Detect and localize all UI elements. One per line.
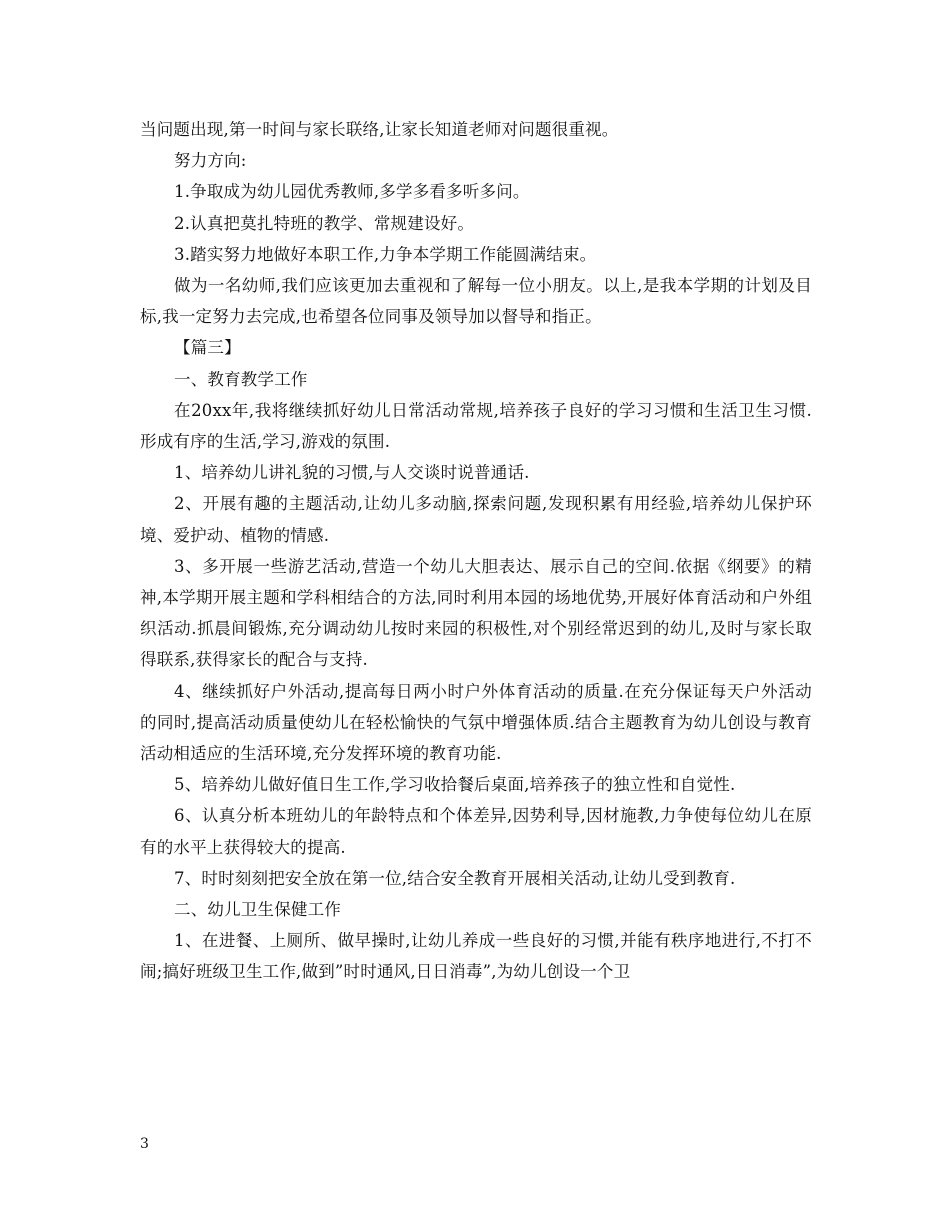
list-item: 1、培养幼儿讲礼貌的习惯,与人交谈时说普通话. [174,463,530,483]
list-item: 3.踏实努力地做好本职工作,力争本学期工作能圆满结束。 [174,244,597,264]
document-body [140,114,812,988]
section-heading: 二、幼儿卫生保健工作 [174,900,341,920]
paragraph: 努力方向: [174,151,247,171]
list-item: 1.争取成为幼儿园优秀教师,多学多看多听多问。 [174,182,530,202]
list-item: 4、继续抓好户外活动,提高每日两小时户外体育活动的质量.在充分保证每天户外活动的同时,提高活动质量使幼儿在轻松愉快的气氛中增强体质.结合主题教育为幼儿创设与教育活动相适应的生活环境,充分发挥环境的教育功能. [140,681,812,764]
paragraph: 在20xx年,我将继续抓好幼儿日常活动常规,培养孩子良好的学习习惯和生活卫生习惯.形成有序的生活,学习,游戏的氛围. [140,400,812,452]
list-item: 6、认真分析本班幼儿的年龄特点和个体差异,因势利导,因材施教,力争使每位幼儿在原有的水平上获得较大的提高. [140,806,812,857]
paragraph: 做为一名幼师,我们应该更加去重视和了解每一位小朋友。以上,是我本学期的计划及目标,我一定努力去完成,也希望各位同事及领导加以督导和指正。 [140,276,812,327]
list-item: 2.认真把莫扎特班的教学、常规建设好。 [174,213,475,233]
paragraph: 当问题出现,第一时间与家长联络,让家长知道老师对问题很重视。 [140,120,619,139]
page-number: 3 [140,1136,149,1152]
section-title: 【篇三】 [174,338,241,358]
list-item: 1、在进餐、上厕所、做早操时,让幼儿养成一些良好的习惯,并能有秩序地进行,不打不闹;搞好班级卫生工作,做到”时时通风,日日消毒”,为幼儿创设一个卫 [140,931,812,982]
list-item: 7、时时刻刻把安全放在第一位,结合安全教育开展相关活动,让幼儿受到教育. [174,868,736,888]
section-heading: 一、教育教学工作 [174,369,308,389]
list-item: 5、培养幼儿做好值日生工作,学习收拾餐后桌面,培养孩子的独立性和自觉性. [174,775,736,795]
list-item: 2、开展有趣的主题活动,让幼儿多动脑,探索问题,发现积累有用经验,培养幼儿保护环境、爱护动、植物的情感. [140,494,812,545]
list-item: 3、多开展一些游艺活动,营造一个幼儿大胆表达、展示自己的空间.依据《纲要》的精神,本学期开展主题和学科相结合的方法,同时利用本园的场地优势,开展好体育活动和户外组织活动.抓晨间锻炼,充分调动幼儿按时来园的积极性,对个别经常迟到的幼儿,及时与家长取得联系,获得家长的配合与支持. [140,556,812,670]
